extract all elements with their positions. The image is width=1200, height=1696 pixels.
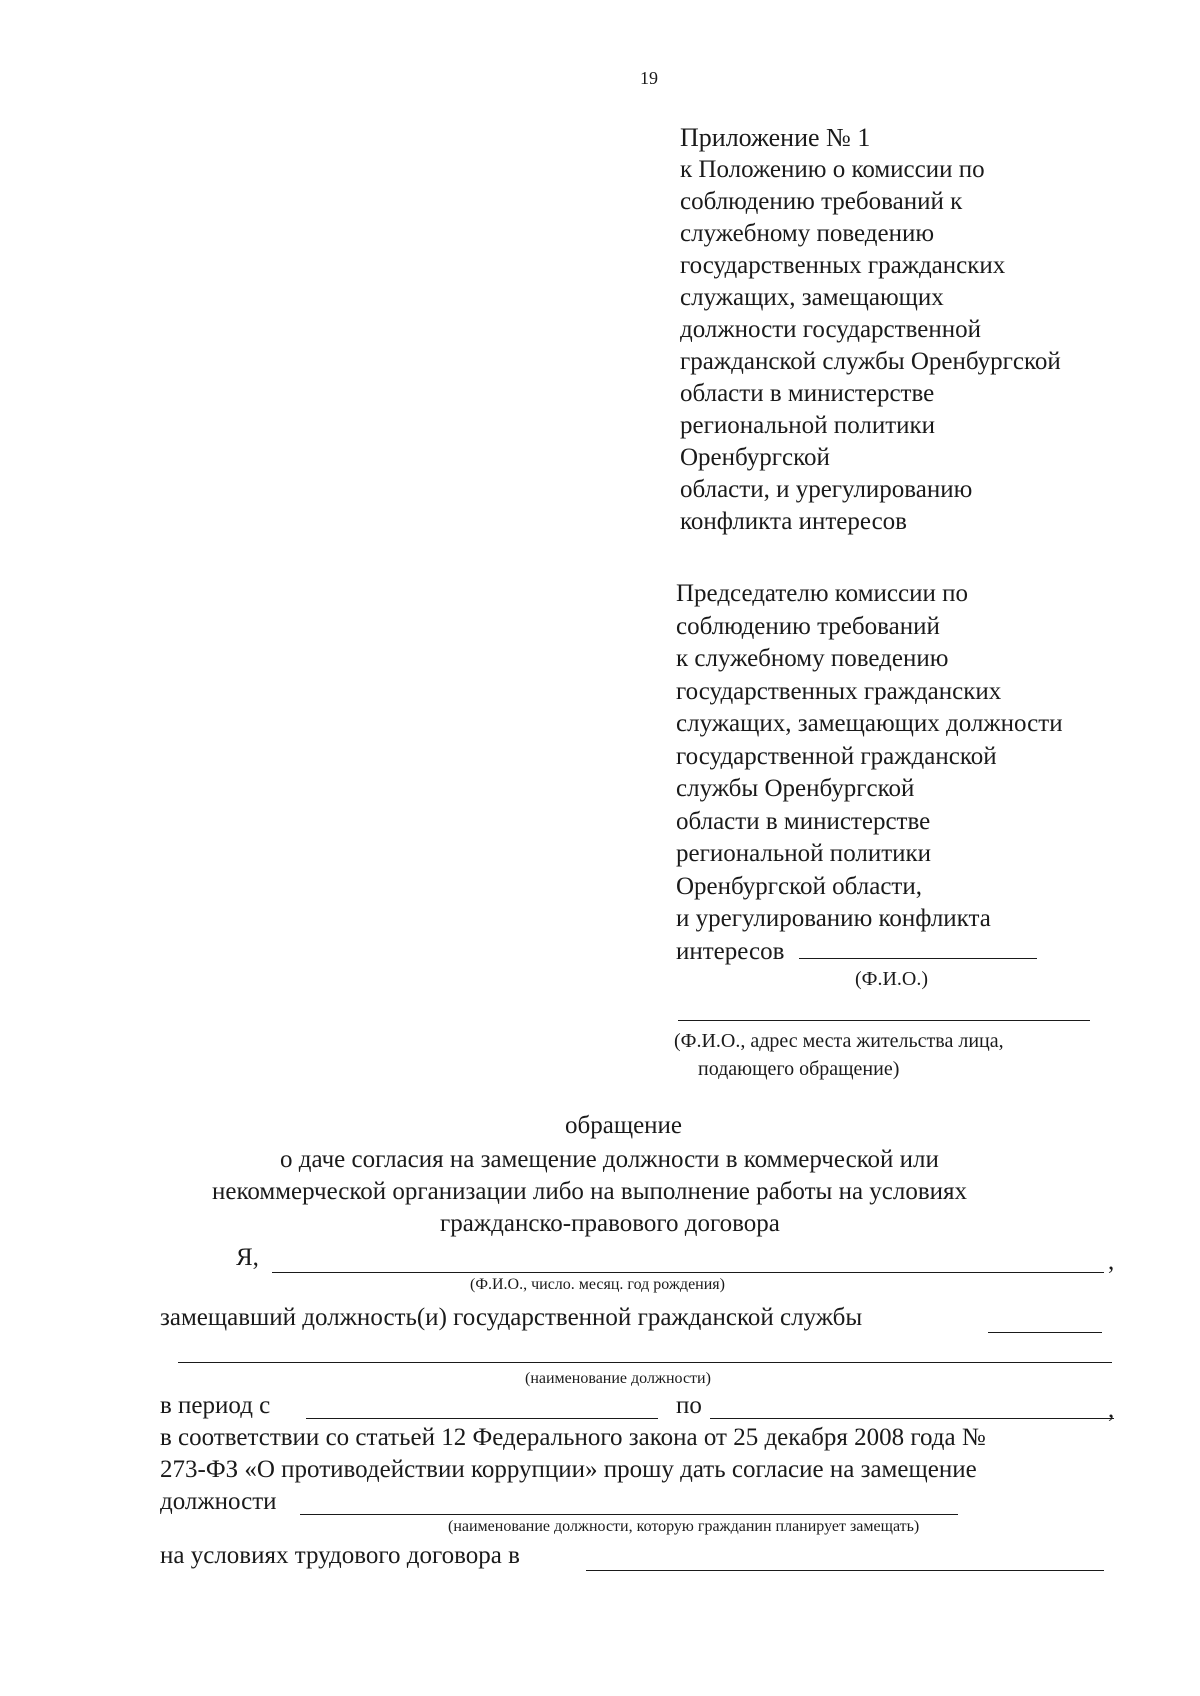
addressee-interests-label: интересов [676, 937, 785, 965]
appendix-line: области в министерстве [680, 380, 935, 407]
applicant-caption: подающего обращение) [698, 1058, 900, 1080]
addressee-line: соблюдению требований [676, 612, 940, 640]
addressee-line: государственных гражданских [676, 677, 1002, 705]
appendix-line: конфликта интересов [680, 508, 907, 535]
appendix-line: области, и урегулированию [680, 476, 973, 503]
i-label: Я, [236, 1244, 259, 1271]
appendix-line: служебному поведению [680, 220, 935, 247]
appendix-line: гражданской службы Оренбургской [680, 348, 1061, 375]
addressee-line: службы Оренбургской [676, 775, 915, 802]
title-line: некоммерческой организации либо на выполнение работы на условиях [212, 1178, 968, 1205]
law-line: должности [160, 1488, 277, 1515]
appendix-line: государственных гражданских [680, 252, 1006, 279]
appendix-title: Приложение № 1 [680, 123, 871, 152]
organization-blank[interactable] [586, 1570, 1104, 1571]
title-line: о даче согласия на замещение должности в коммерческой или [280, 1146, 939, 1173]
title-line: гражданско-правового договора [440, 1210, 780, 1237]
period-from-label: в период с [160, 1392, 271, 1419]
position-blank-end[interactable] [988, 1332, 1102, 1333]
appendix-line: служащих, замещающих [680, 284, 944, 311]
appendix-line: региональной политики [680, 412, 936, 439]
addressee-block [676, 578, 1063, 968]
appendix-line: соблюдению требований к [680, 188, 963, 215]
addressee-line: Оренбургской области, [676, 872, 922, 900]
applicant-blank[interactable] [678, 1020, 1090, 1021]
period-to-blank[interactable] [710, 1418, 1114, 1419]
applicant-name-blank[interactable] [272, 1272, 1104, 1273]
period-to-label: по [676, 1392, 702, 1419]
fio-caption: (Ф.И.О.) [855, 968, 929, 990]
appendix-line: Оренбургской [680, 444, 830, 471]
addressee-line: области в министерстве [676, 807, 931, 835]
position-label: замещавший должность(и) государственной гражданской службы [160, 1304, 863, 1331]
appendix-line: должности государственной [680, 316, 981, 343]
planned-position-blank[interactable] [300, 1514, 958, 1515]
contract-label: на условиях трудового договора в [160, 1542, 520, 1569]
comma: , [1108, 1396, 1115, 1423]
applicant-caption: (Ф.И.О., адрес места жительства лица, [674, 1030, 1004, 1052]
addressee-line: государственной гражданской [676, 742, 997, 770]
document-title: обращение [565, 1112, 683, 1139]
addressee-line: и урегулированию конфликта [676, 905, 991, 932]
period-from-blank[interactable] [306, 1418, 658, 1419]
page-number: 19 [640, 68, 658, 88]
addressee-line: Председателю комиссии по [676, 580, 968, 607]
law-line: в соответствии со статьей 12 Федерального закона от 25 декабря 2008 года № [160, 1424, 986, 1451]
appendix-line: к Положению о комиссии по [680, 156, 985, 183]
addressee-line: служащих, замещающих должности [676, 710, 1063, 737]
addressee-last-line [676, 936, 1063, 969]
planned-caption: (наименование должности, которую гражданин планирует замещать) [448, 1518, 920, 1535]
chairman-fio-blank[interactable] [799, 957, 1037, 959]
addressee-line: к служебному поведению [676, 645, 949, 672]
comma: , [1108, 1248, 1115, 1275]
position-caption: (наименование должности) [525, 1370, 711, 1387]
appendix-header [680, 122, 1061, 538]
birth-caption: (Ф.И.О., число. месяц. год рождения) [470, 1276, 725, 1293]
addressee-line: региональной политики [676, 840, 932, 867]
position-blank[interactable] [178, 1362, 1112, 1363]
law-line: 273-ФЗ «О противодействии коррупции» прошу дать согласие на замещение [160, 1456, 977, 1483]
